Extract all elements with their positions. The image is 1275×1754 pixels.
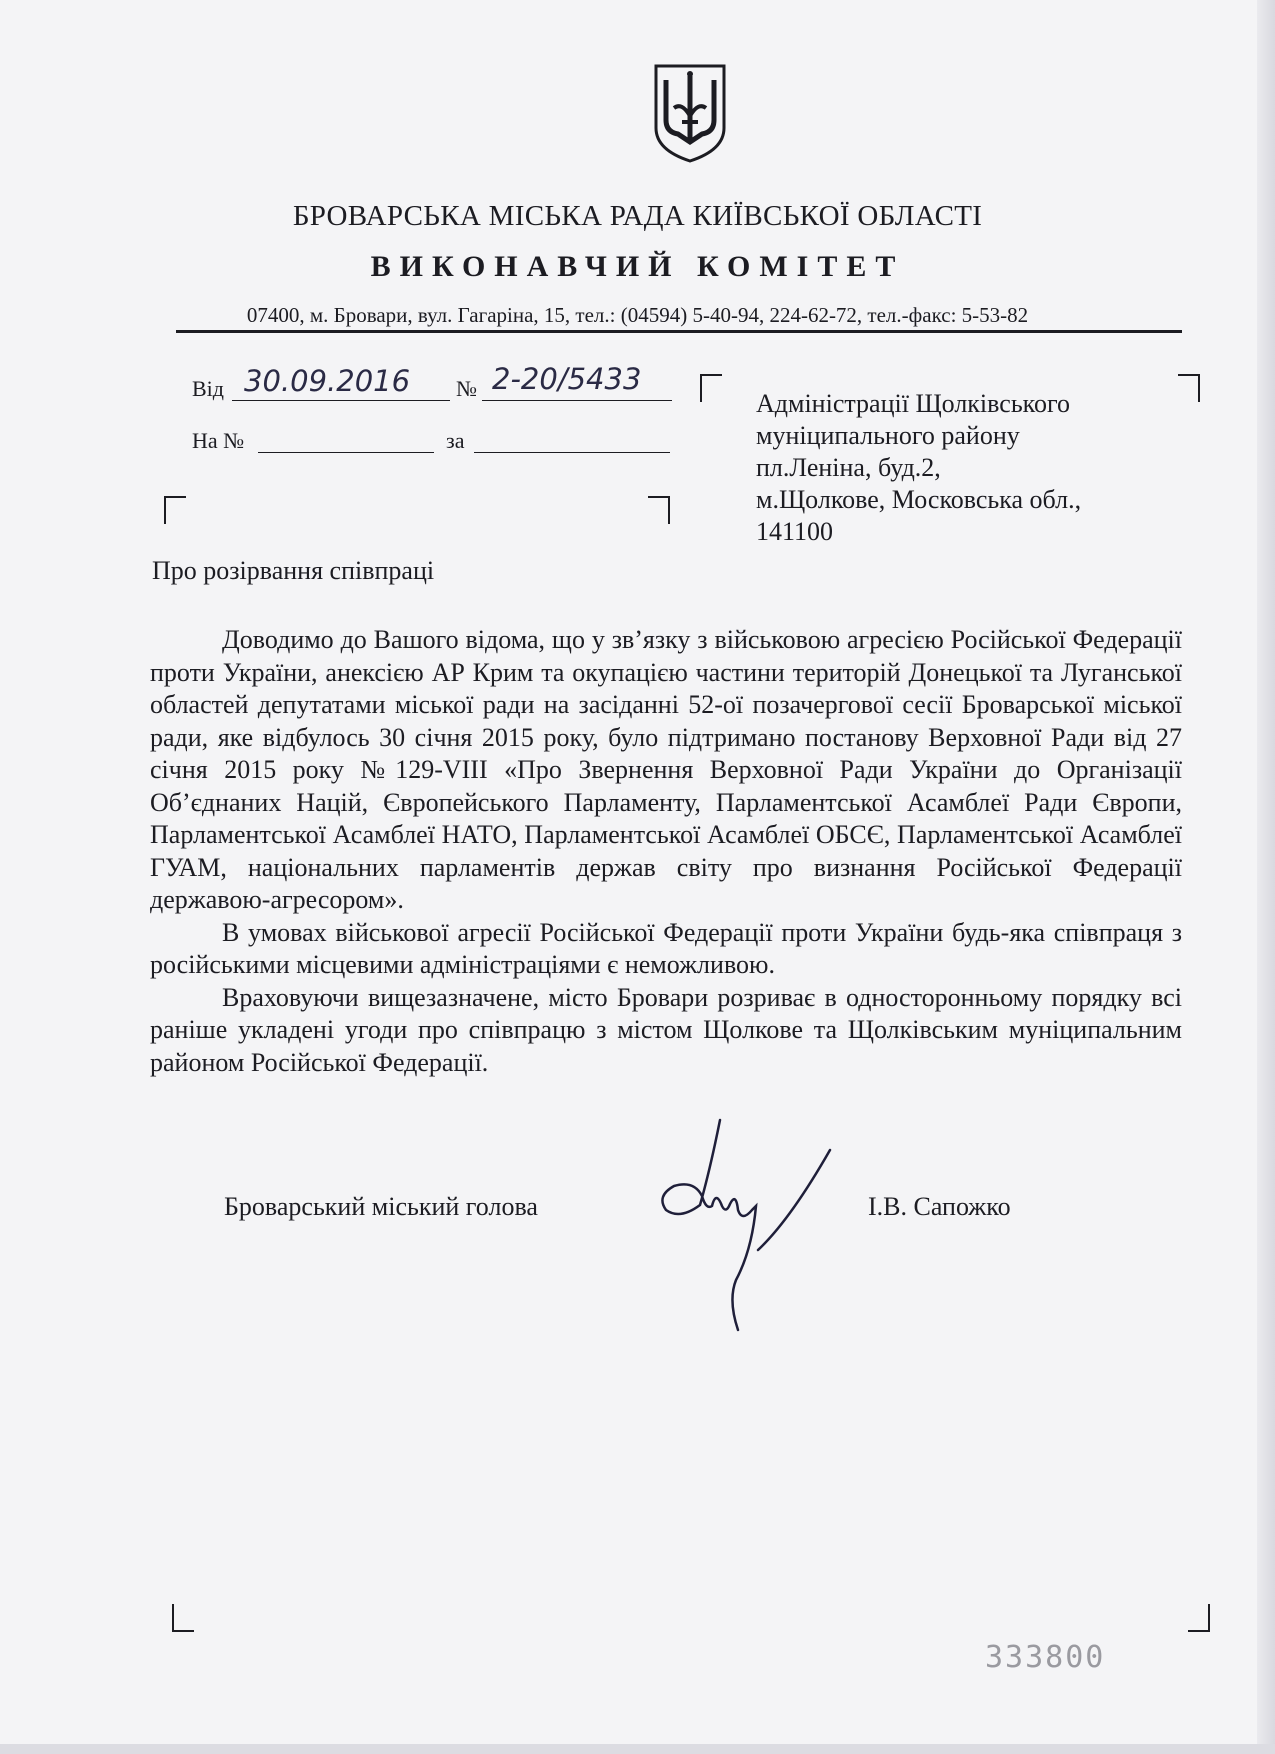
subject-bracket-right (648, 496, 670, 524)
scan-bottom-edge (0, 1744, 1275, 1754)
addressee-line: Адміністрації Щолківського (756, 389, 1071, 418)
addressee-line: пл.Леніна, буд.2, (756, 453, 941, 482)
letter-body (150, 624, 1182, 1079)
number-label: № (456, 376, 477, 401)
addressee-line: муніципального району (756, 421, 1020, 450)
addressee-bracket-left (700, 374, 722, 402)
addressee-block (756, 388, 1081, 548)
body-paragraph: Доводимо до Вашого відома, що у зв’язку з військовою агресією Російської Федерації проти України, анексією АР Крим та окупацією частини територій Донецької та Луганської областей депутатами міської ради на засіданні 52-ої позачергової сесії Броварської міської ради, яке відбулось 30 січня 2015 року, було підтримано постанову Верховної Ради від 27 січня 2015 року №129-VIII «Про Звернення Верховної Ради України до Організації Об’єднаних Націй, Європейського Парламенту, Парламентської Асамблеї Ради Європи, Парламентської Асамблеї НАТО, Парламентської Асамблеї ОБСЄ, Парламентської Асамблеї ГУАМ, національних парламентів держав світу про визнання Російської Федерації державою-агресором». (150, 625, 1182, 914)
from-label: Від (192, 376, 224, 401)
organization-name: БРОВАРСЬКА МІСЬКА РАДА КИЇВСЬКОЇ ОБЛАСТІ (292, 200, 983, 232)
reply-date-line (474, 428, 670, 453)
reply-date-label: за (446, 428, 465, 453)
stamp-number: 333800 (985, 1640, 1106, 1675)
addressee-bracket-right (1178, 374, 1200, 402)
reply-number-line (258, 428, 434, 453)
handwritten-number: 2-20/5433 (492, 362, 642, 396)
body-paragraph: Враховуючи вищезазначене, місто Бровари розриває в односторонньому порядку всі раніше укладені угоди про співпрацю з містом Щолкове та Щолківським муніципальним районом Російської Федерації. (150, 982, 1182, 1077)
handwritten-signature (640, 1110, 840, 1340)
header-rule (176, 330, 1182, 333)
reply-number-label: На № (192, 428, 245, 453)
organization-address: 07400, м. Бровари, вул. Гагаріна, 15, тел.: (04594) 5-40-94, 224-62-72, тел.-факс: 5-53-82 (246, 303, 1029, 327)
body-paragraph: В умовах військової агресії Російської Федерації проти України будь-яка співпраця з російськими місцевими адміністраціями є неможливою. (150, 917, 1182, 979)
trident-coat-of-arms-icon (652, 62, 728, 164)
incoming-reference (192, 428, 465, 454)
addressee-line: м.Щолкове, Московська обл., (756, 485, 1082, 514)
subject-bracket-left (164, 496, 186, 524)
signatory-name: І.В. Сапожко (868, 1192, 1011, 1221)
signatory-title: Броварський міський голова (224, 1192, 538, 1221)
handwritten-date: 30.09.2016 (244, 364, 411, 398)
page-bracket-bottom-right (1188, 1604, 1210, 1632)
addressee-line: 141100 (756, 517, 834, 546)
committee-name: ВИКОНАВЧИЙ КОМІТЕТ (370, 250, 905, 283)
page-bracket-bottom-left (172, 1604, 194, 1632)
letter-subject: Про розірвання співпраці (152, 556, 435, 585)
